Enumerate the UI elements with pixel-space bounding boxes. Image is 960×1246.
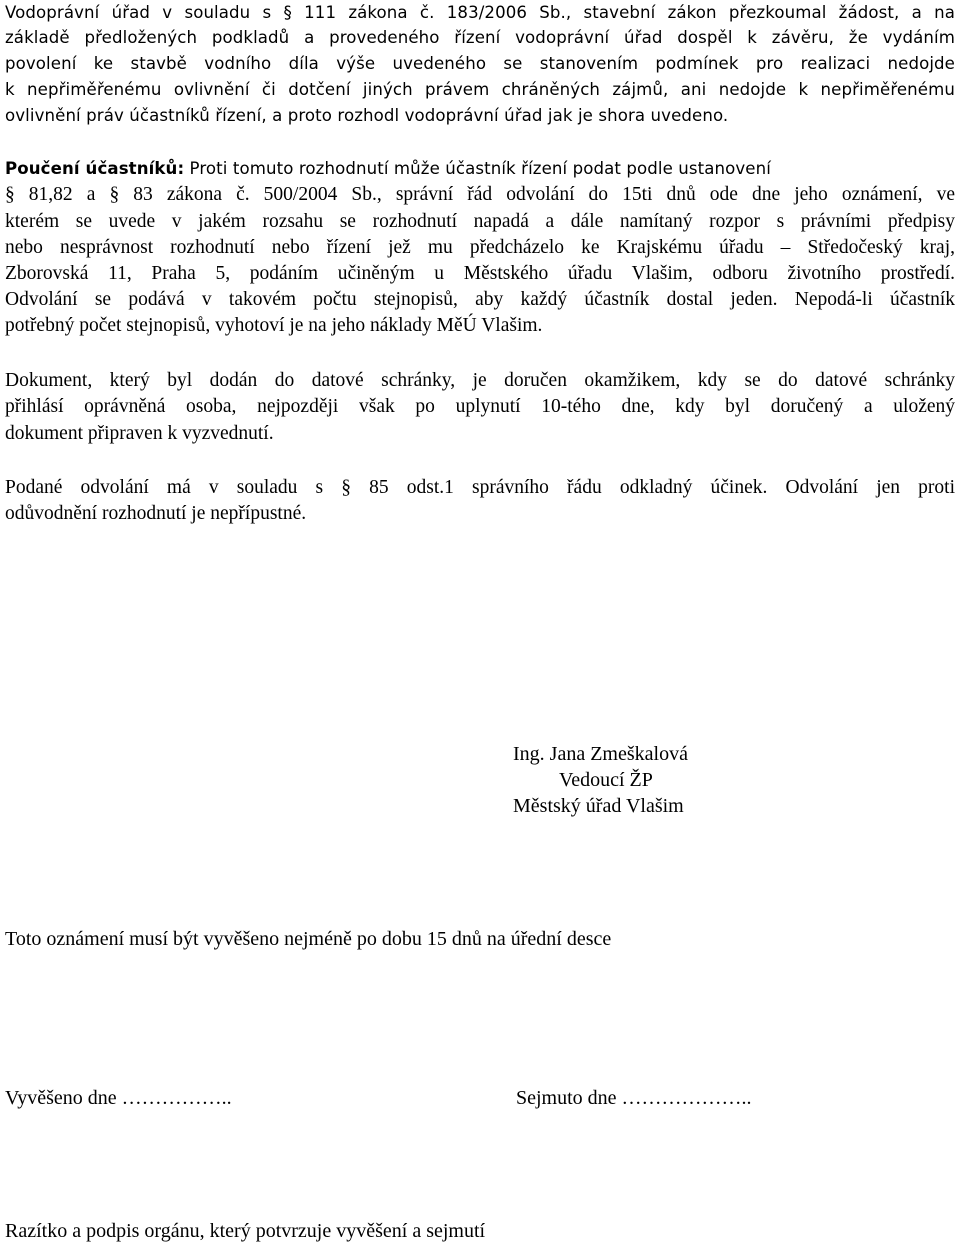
stamp-signature-note: Razítko a podpis orgánu, který potvrzuje vyvěšení a sejmutí bbox=[5, 1220, 486, 1242]
text-line bbox=[5, 156, 771, 182]
signatory-role: Vedoucí ŽP bbox=[559, 769, 653, 791]
text-line: Dokument, který byl dodán do datové schránky, je doručen okamžikem, kdy se do datové schránky bbox=[5, 370, 955, 391]
text-line bbox=[5, 182, 955, 208]
text-line: Zborovská 11, Praha 5, podáním učiněným u Městského úřadu Vlašim, odboru životního prostředí. bbox=[5, 263, 955, 284]
text-line: Vodoprávní úřad v souladu s § 111 zákona č. 183/2006 Sb., stavební zákon přezkoumal žádost, a na bbox=[5, 3, 955, 22]
text-line: přihlásí oprávněná osoba, nejpozději však po uplynutí 10-tého dne, kdy byl doručený a uložený bbox=[5, 396, 955, 417]
law-reference: § 81,82 a § 83 zákona č. 500/2004 Sb. bbox=[5, 184, 377, 205]
posted-date-field: Vyvěšeno dne …………….. bbox=[5, 1087, 232, 1109]
signatory-office: Městský úřad Vlašim bbox=[513, 795, 684, 817]
text-line: k nepřiměřenému ovlivnění či dotčení jiných právem chráněných zájmů, ani nedojde k nepřiměřenému bbox=[5, 80, 955, 99]
text-line: dokument připraven k vyzvednutí. bbox=[5, 423, 274, 444]
instruction-heading: Poučení účastníků: bbox=[5, 159, 185, 178]
text-line: nebo nesprávnost rozhodnutí nebo řízení jež mu předcházelo ke Krajskému úřadu – Středočeský kraj, bbox=[5, 237, 955, 258]
instruction-text: , správní řád odvolání do 15ti dnů ode dne jeho oznámení, ve bbox=[376, 184, 956, 205]
text-line: základě předložených podkladů a provedeného řízení vodoprávní úřad dospěl k závěru, že vydáním bbox=[5, 28, 955, 47]
posting-notice: Toto oznámení musí být vyvěšeno nejméně po dobu 15 dnů na úřední desce bbox=[5, 928, 612, 950]
text-line: Podané odvolání má v souladu s § 85 odst.1 správního řádu odkladný účinek. Odvolání jen proti bbox=[5, 477, 955, 498]
text-line: ovlivnění práv účastníků řízení, a proto rozhodl vodoprávní úřad jak je shora uvedeno. bbox=[5, 106, 729, 125]
removed-date-field: Sejmuto dne ……………….. bbox=[516, 1087, 752, 1109]
text-line: potřebný počet stejnopisů, vyhotoví je na jeho náklady MěÚ Vlašim. bbox=[5, 315, 543, 336]
instruction-text: Proti tomuto rozhodnutí může účastník řízení podat podle ustanovení bbox=[184, 159, 771, 178]
text-line: Odvolání se podává v takovém počtu stejnopisů, aby každý účastník dostal jeden. Nepodá-li účastník bbox=[5, 289, 955, 310]
text-line: odůvodnění rozhodnutí je nepřípustné. bbox=[5, 503, 307, 524]
signatory-name: Ing. Jana Zmeškalová bbox=[513, 743, 688, 765]
text-line: povolení ke stavbě vodního díla výše uvedeného se stanovením podmínek pro realizaci nedojde bbox=[5, 54, 955, 73]
text-line: kterém se uvede v jakém rozsahu se rozhodnutí napadá a dále namítaný rozpor s právními předpisy bbox=[5, 211, 955, 232]
